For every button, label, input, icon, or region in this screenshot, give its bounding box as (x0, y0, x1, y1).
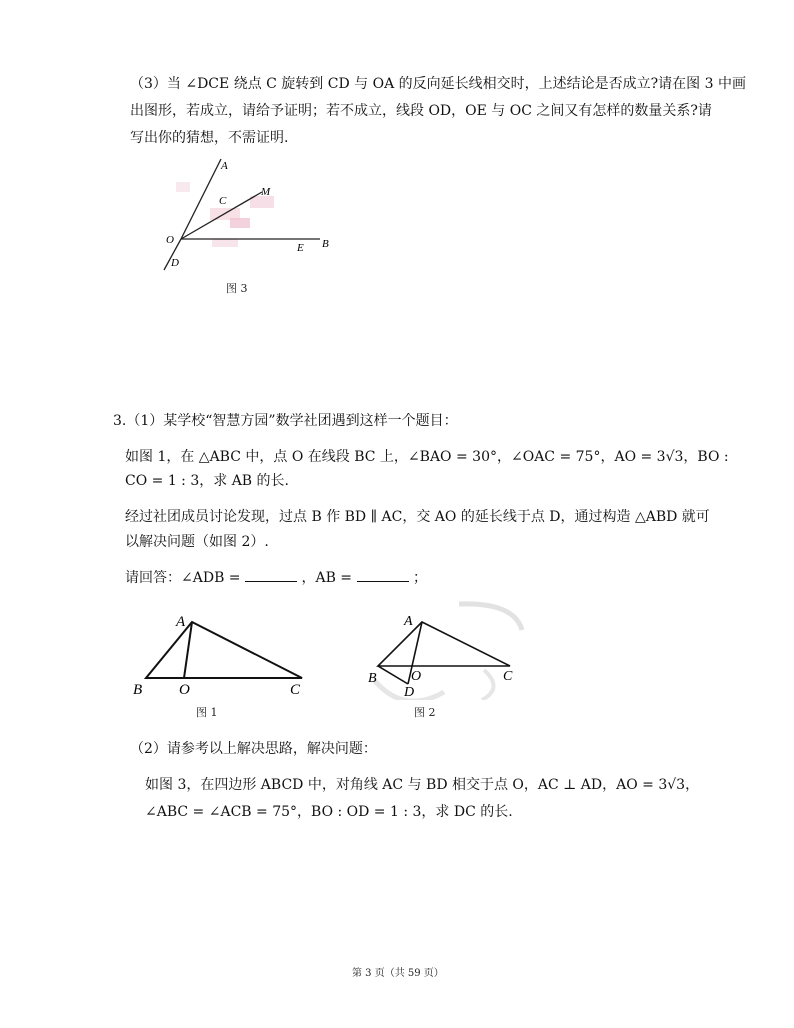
triangle-ABC (146, 622, 302, 678)
label-O: O (411, 669, 422, 684)
label-D: D (171, 257, 179, 269)
label-A: A (404, 614, 413, 629)
q3-part2-title: （2）请参考以上解决思路，解决问题： (130, 741, 377, 757)
figure-3-smudge (230, 218, 250, 228)
figure-3-caption: 图 3 (226, 282, 248, 295)
label-B: B (368, 671, 377, 686)
figure-1 (132, 608, 312, 698)
label-B: B (133, 682, 143, 698)
answer-mid: ，AB = (301, 570, 353, 586)
figure-2 (364, 600, 529, 700)
q3-part2-line1: 如图 3，在四边形 ABCD 中，对角线 AC 与 BD 相交于点 O，AC ⊥ AD，AO = 3√3， (145, 777, 700, 793)
q3-p2-line1: 经过社团成员讨论发现，过点 B 作 BD ∥ AC，交 AO 的延长线于点 D，通过构造 △ABD 就可 (125, 509, 710, 525)
segment-BD (378, 666, 408, 684)
q3-p1-line2: CO = 1 : 3，求 AB 的长. (125, 473, 290, 489)
answer-blank-ab[interactable] (357, 567, 409, 582)
q3-part2-line2: ∠ABC = ∠ACB = 75°，BO : OD = 1 : 3，求 DC 的长. (145, 804, 513, 820)
label-D: D (404, 685, 415, 700)
label-A: A (221, 160, 228, 172)
q3-answer-line (125, 565, 427, 592)
q3-p1-line1: 如图 1，在 △ABC 中，点 O 在线段 BC 上，∠BAO = 30°，∠OAC = 75°，AO = 3√3，BO : (125, 449, 729, 465)
q2-part3-line1: （3）当 ∠DCE 绕点 C 旋转到 CD 与 OA 的反向延长线相交时，上述结论是否成立?请在图 3 中画 (130, 76, 746, 92)
figure-3-smudge (176, 182, 190, 192)
page-footer: 第 3 页（共 59 页） (352, 968, 444, 979)
label-O: O (166, 234, 174, 246)
answer-blank-angle[interactable] (245, 567, 297, 582)
label-M: M (261, 186, 271, 198)
q2-part3-line3: 写出你的猜想，不需证明. (130, 130, 289, 146)
q2-part3-line2: 出图形，若成立，请给予证明；若不成立，线段 OD，OE 与 OC 之间又有怎样的数量关系?请 (130, 103, 712, 119)
figure-2-watermark (459, 604, 522, 630)
figure-3-smudge (212, 239, 238, 247)
label-C: C (219, 195, 227, 207)
label-O: O (179, 682, 190, 698)
figure-2-caption: 图 2 (414, 706, 436, 719)
figure-3 (150, 152, 340, 274)
label-A: A (176, 614, 186, 630)
triangle-ABC (378, 622, 510, 666)
label-C: C (290, 682, 301, 698)
answer-prefix: 请回答：∠ADB = (125, 570, 241, 586)
label-B: B (322, 238, 329, 250)
figure-2-watermark (482, 670, 494, 700)
label-C: C (503, 669, 513, 684)
label-E: E (297, 242, 304, 254)
q3-intro: 3.（1）某学校“智慧方园”数学社团遇到这样一个题目： (113, 413, 458, 429)
q3-p2-line2: 以解决问题（如图 2）. (125, 534, 269, 550)
answer-suffix: ； (412, 570, 427, 586)
figure-1-caption: 图 1 (196, 706, 218, 719)
